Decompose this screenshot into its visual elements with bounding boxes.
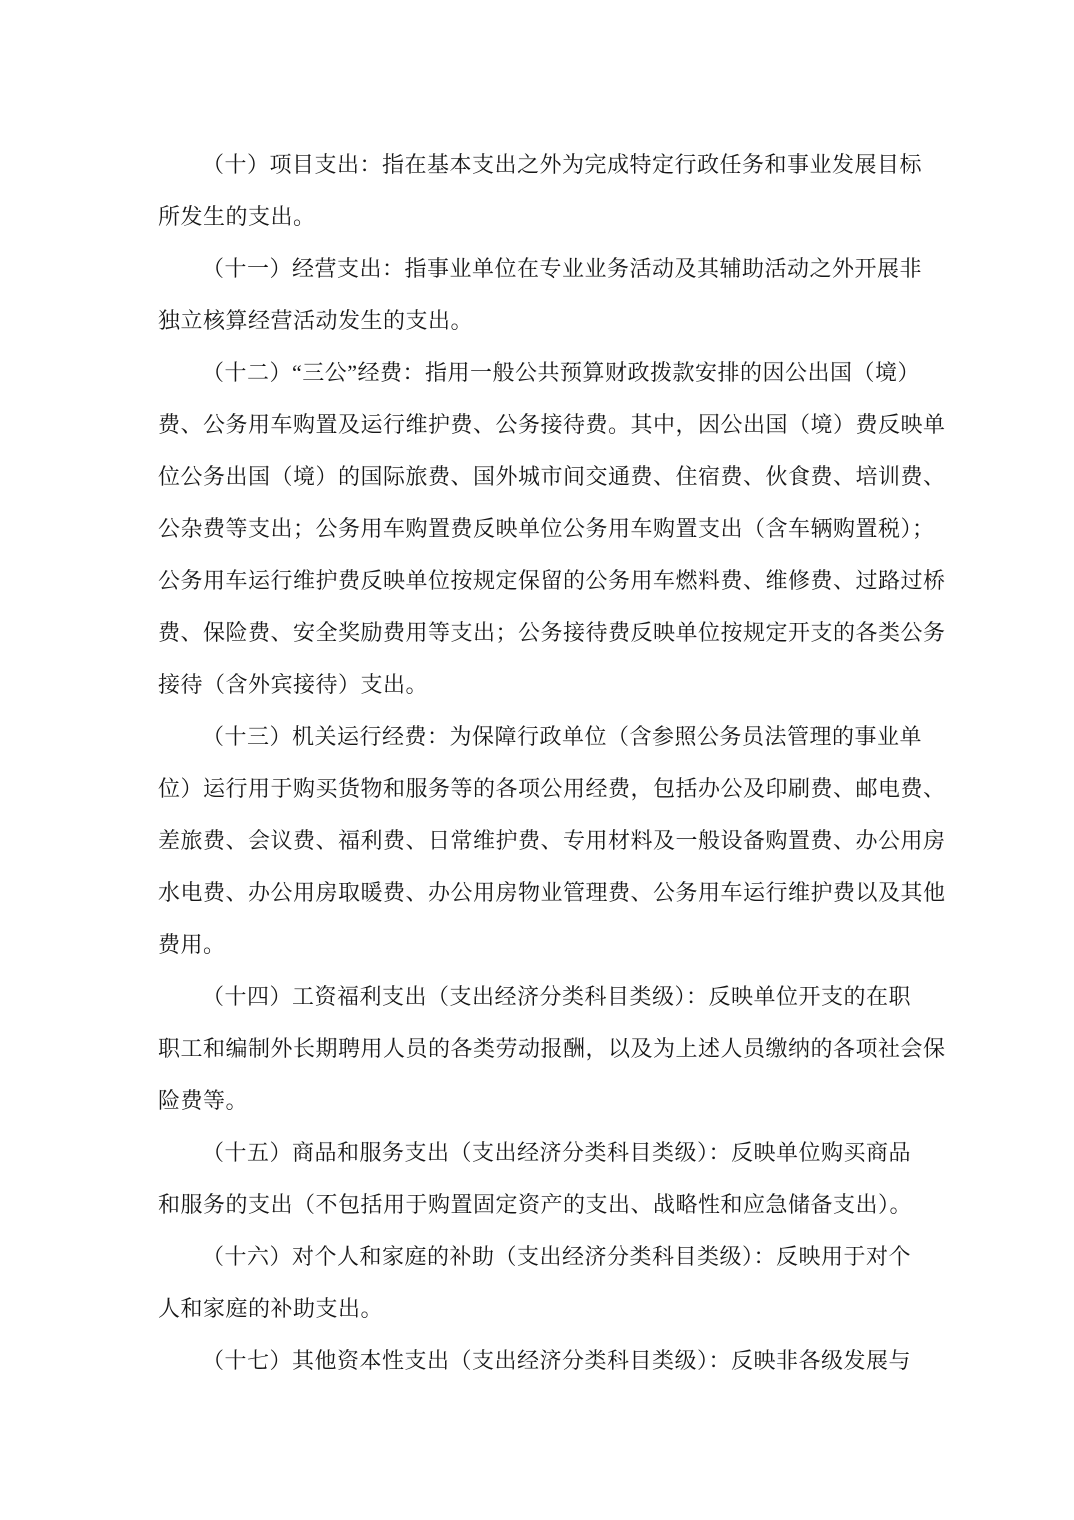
text-line: 所发生的支出。 [158, 204, 316, 229]
text-line: （十四）工资福利支出（支出经济分类科目类级）：反映单位开支的在职 [202, 984, 912, 1009]
paragraph-item-12 [158, 347, 946, 711]
text-line: 独立核算经营活动发生的支出。 [158, 308, 474, 333]
text-line: （十六）对个人和家庭的补助（支出经济分类科目类级）：反映用于对个 [202, 1244, 912, 1269]
text-line: 费、保险费、安全奖励费用等支出；公务接待费反映单位按规定开支的各类公务 [158, 620, 946, 645]
text-line: （十七）其他资本性支出（支出经济分类科目类级）：反映非各级发展与 [202, 1348, 912, 1373]
text-line: （十五）商品和服务支出（支出经济分类科目类级）：反映单位购买商品 [202, 1140, 912, 1165]
text-line: 公杂费等支出；公务用车购置费反映单位公务用车购置支出（含车辆购置税）； [158, 516, 935, 541]
paragraph-item-17 [158, 1335, 920, 1387]
paragraph-item-10 [158, 139, 923, 243]
text-line: （十一）经营支出：指事业单位在专业业务活动及其辅助活动之外开展非 [202, 256, 923, 281]
text-line: 险费等。 [158, 1088, 249, 1113]
paragraph-item-16 [158, 1231, 920, 1335]
text-line: 费、公务用车购置及运行维护费、公务接待费。其中，因公出国（境）费反映单 [158, 412, 946, 437]
text-line: 费用。 [158, 932, 226, 957]
text-line: 职工和编制外长期聘用人员的各类劳动报酬，以及为上述人员缴纳的各项社会保 [158, 1036, 946, 1061]
text-line: 接待（含外宾接待）支出。 [158, 672, 429, 697]
paragraph-item-15 [158, 1127, 920, 1231]
paragraph-item-14 [158, 971, 946, 1127]
paragraph-item-11 [158, 243, 923, 347]
text-line: 位）运行用于购买货物和服务等的各项公用经费，包括办公及印刷费、邮电费、 [158, 776, 946, 801]
text-line: 差旅费、会议费、福利费、日常维护费、专用材料及一般设备购置费、办公用房 [158, 828, 946, 853]
document-body [158, 139, 946, 1387]
text-line: 人和家庭的补助支出。 [158, 1296, 384, 1321]
paragraph-item-13 [158, 711, 946, 971]
text-line: （十三）机关运行经费：为保障行政单位（含参照公务员法管理的事业单 [202, 724, 923, 749]
text-line: 和服务的支出（不包括用于购置固定资产的支出、战略性和应急储备支出）。 [158, 1192, 913, 1217]
text-line: 公务用车运行维护费反映单位按规定保留的公务用车燃料费、维修费、过路过桥 [158, 568, 946, 593]
text-line: 位公务出国（境）的国际旅费、国外城市间交通费、住宿费、伙食费、培训费、 [158, 464, 946, 489]
text-line: （十二）“三公”经费：指用一般公共预算财政拨款安排的因公出国（境） [202, 360, 921, 385]
text-line: （十）项目支出：指在基本支出之外为完成特定行政任务和事业发展目标 [202, 152, 923, 177]
text-line: 水电费、办公用房取暖费、办公用房物业管理费、公务用车运行维护费以及其他 [158, 880, 946, 905]
